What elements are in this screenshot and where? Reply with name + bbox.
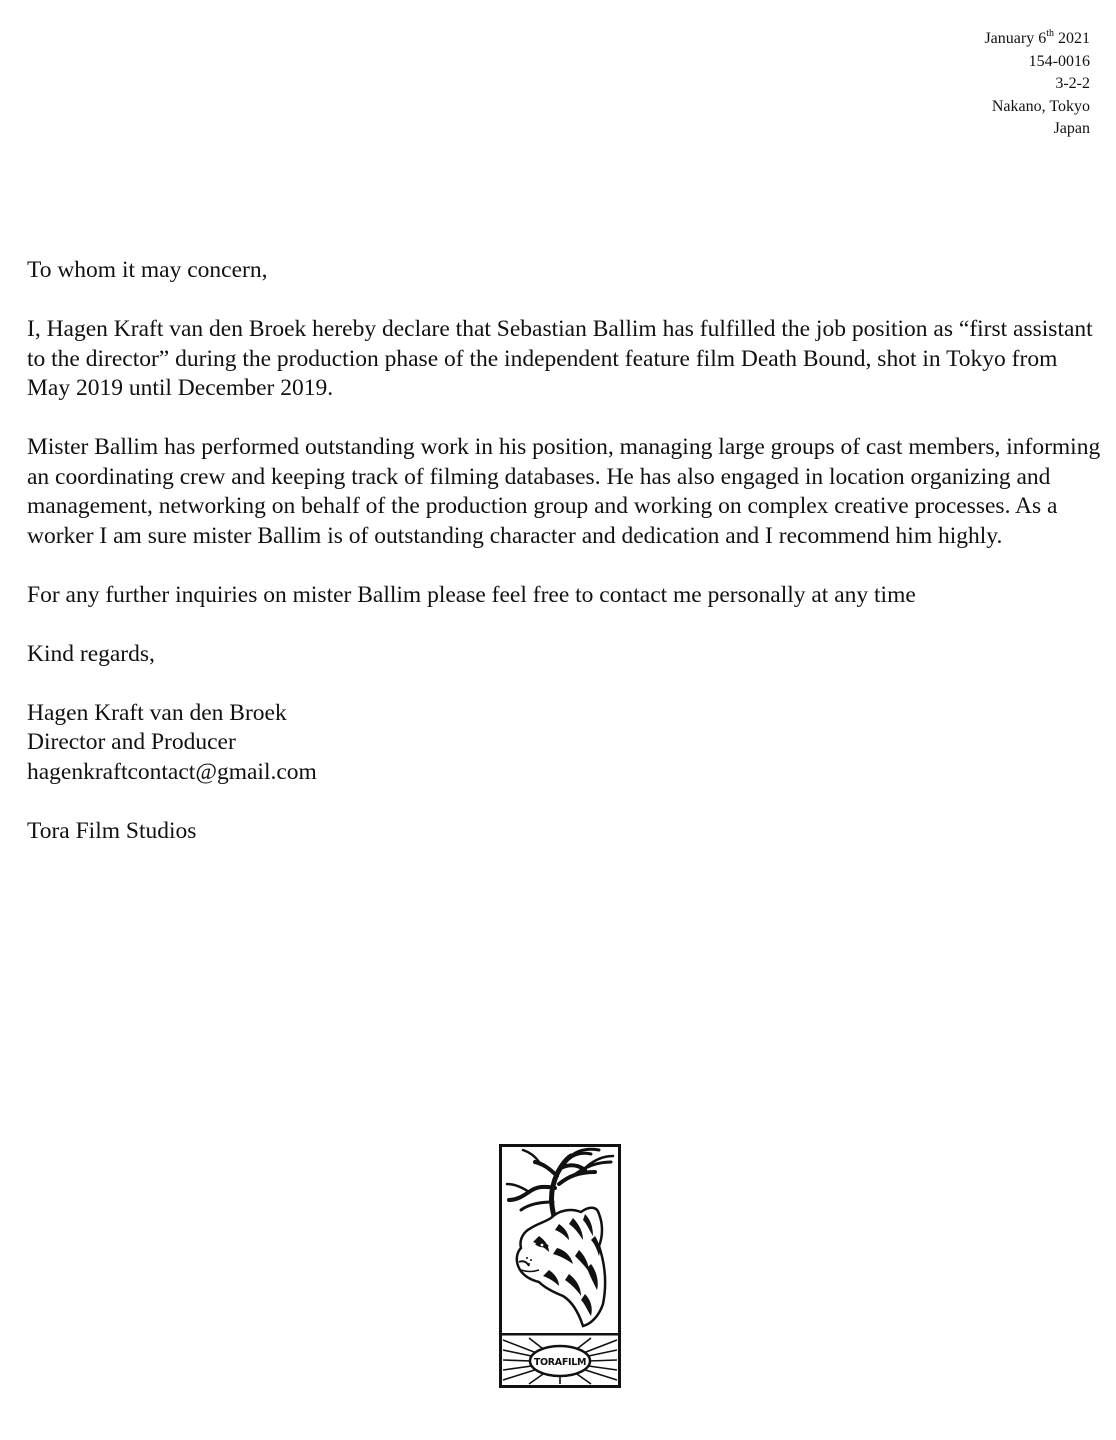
city: Nakano, Tokyo (991, 97, 1090, 115)
signature-block (27, 699, 1102, 788)
closing: Kind regards, (27, 640, 155, 667)
signer-title: Director and Producer (27, 729, 236, 755)
letter-date: January 6th 2021 (984, 27, 1090, 47)
paragraph-contact: For any further inquiries on mister Ballim please feel free to contact me personally at any time (27, 581, 916, 608)
salutation: To whom it may concern, (27, 257, 268, 283)
logo-graphic (499, 1144, 621, 1388)
paragraph-declaration: I, Hagen Kraft van den Broek hereby declare that Sebastian Ballim has fulfilled the job position as “first assistant to the director” during the production phase of the independent feature film Death Bound, shot in Tokyo from May 2019 until December 2019. (27, 316, 1093, 401)
country: Japan (1053, 120, 1090, 137)
company-name: Tora Film Studios (27, 817, 197, 844)
logo-divider (501, 1333, 620, 1336)
tora-film-logo (499, 1144, 621, 1388)
postal-code: 154-0016 (1028, 52, 1090, 70)
signer-name: Hagen Kraft van den Broek (27, 699, 287, 726)
signer-email: hagenkraftcontact@gmail.com (27, 758, 317, 785)
paragraph-recommendation: Mister Ballim has performed outstanding work in his position, managing large groups of cast members, informing an coordinating crew and keeping track of filming databases. He has also engaged in location organizing and management, networking on behalf of the production group and working on complex creative processes. As a worker I am sure mister Ballim is of outstanding character and dedication and I recommend him highly. (27, 434, 1101, 549)
street-address: 3-2-2 (1055, 75, 1090, 92)
sender-address (984, 28, 1090, 141)
logo-text: TORAFILM (533, 1357, 587, 1368)
letter-body (27, 256, 1102, 876)
